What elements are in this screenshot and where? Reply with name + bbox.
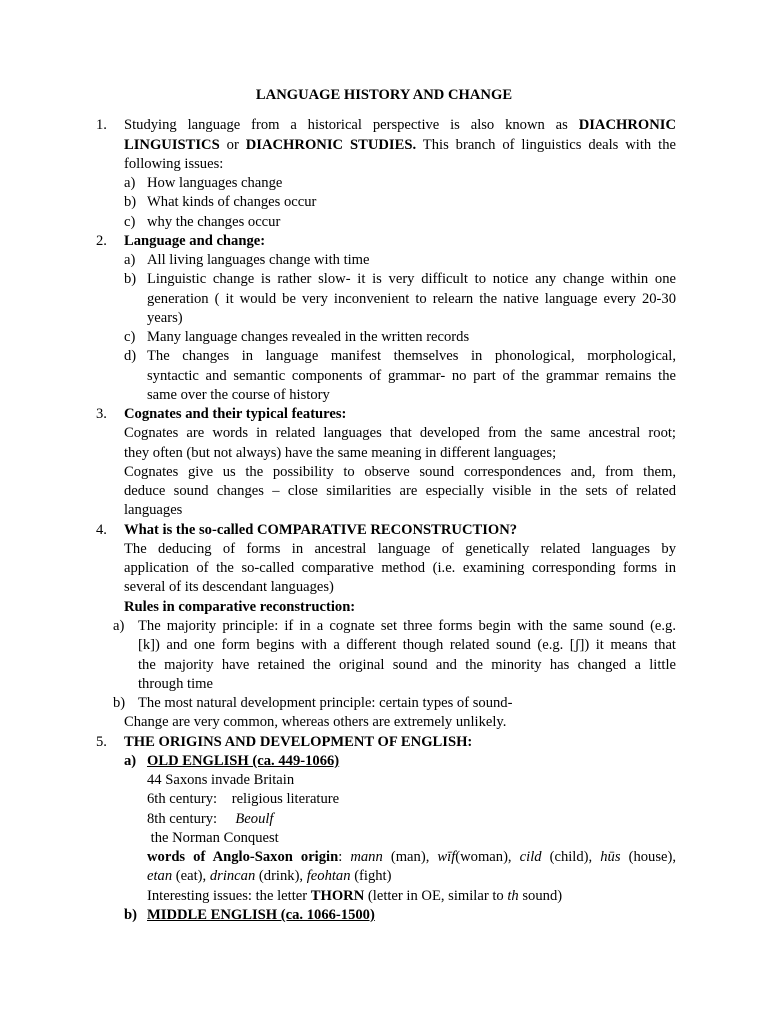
list-item-text: Many language changes revealed in the written records xyxy=(147,329,470,345)
paragraph-line: languages xyxy=(124,502,183,518)
list-item-text: The most natural development principle: certain types of sound- xyxy=(138,695,513,711)
paragraph-line: application of the so-called comparative method (i.e. examining corresponding forms in xyxy=(124,560,676,576)
list-item-text: why the changes occur xyxy=(147,214,281,230)
list-marker: c) xyxy=(124,329,136,345)
list-marker: c) xyxy=(124,214,136,230)
section-heading: Cognates and their typical features: xyxy=(124,406,347,422)
list-marker: b) xyxy=(124,194,137,210)
section-number: 4. xyxy=(96,522,107,538)
list-item-text: [k]) and one form begins with a different though related sound (e.g. [ʃ]) it means that xyxy=(138,637,676,653)
paragraph-line: Interesting issues: the letter THORN (letter in OE, similar to th sound) xyxy=(147,888,563,904)
list-marker: b) xyxy=(124,271,137,287)
subheading: Rules in comparative reconstruction: xyxy=(124,599,356,615)
paragraph-line: following issues: xyxy=(124,156,224,172)
list-item-text: The majority principle: if in a cognate set three forms begin with the same sound (e.g. xyxy=(138,618,676,634)
paragraph-line: deduce sound changes – close similarities are especially visible in the sets of related xyxy=(124,483,676,499)
list-item-text: same over the course of history xyxy=(147,387,330,403)
period-heading: OLD ENGLISH (ca. 449-1066) xyxy=(147,753,340,769)
paragraph-line: Cognates are words in related languages that developed from the same ancestral root; xyxy=(124,425,676,441)
list-marker: a) xyxy=(124,252,136,268)
list-item-text: All living languages change with time xyxy=(147,252,370,268)
section-number: 2. xyxy=(96,233,107,249)
list-marker: a) xyxy=(113,618,125,634)
list-item-text: The changes in language manifest themselves in phonological, morphological, xyxy=(147,348,676,364)
paragraph-line: Studying language from a historical perspective is also known as DIACHRONIC xyxy=(124,117,676,133)
paragraph-line: the Norman Conquest xyxy=(150,830,279,846)
section-heading: Language and change: xyxy=(124,233,266,249)
list-item-text: years) xyxy=(147,310,183,326)
paragraph-line: etan (eat), drincan (drink), feohtan (fight) xyxy=(147,868,392,884)
paragraph-line: 6th century: religious literature xyxy=(147,791,340,807)
list-item-text: How languages change xyxy=(147,175,283,191)
section-number: 3. xyxy=(96,406,107,422)
paragraph-line: Cognates give us the possibility to observe sound correspondences and, from them, xyxy=(124,464,676,480)
paragraph-line: words of Anglo-Saxon origin: mann (man), wīf(woman), cild (child), hūs (house), xyxy=(147,849,676,865)
list-item-text: the majority have retained the original sound and the minority has changed a little xyxy=(138,657,676,673)
list-item-text: syntactic and semantic components of grammar- no part of the grammar remains the xyxy=(147,368,676,384)
list-marker: d) xyxy=(124,348,137,364)
section-number: 5. xyxy=(96,734,107,750)
paragraph-line: The deducing of forms in ancestral language of genetically related languages by xyxy=(124,541,676,557)
section-number: 1. xyxy=(96,117,107,133)
list-item-text: What kinds of changes occur xyxy=(147,194,317,210)
page-title: LANGUAGE HISTORY AND CHANGE xyxy=(255,87,513,103)
period-heading: MIDDLE ENGLISH (ca. 1066-1500) xyxy=(147,907,375,923)
list-item-text: Linguistic change is rather slow- it is very difficult to notice any change within one xyxy=(147,271,676,287)
paragraph-line: Change are very common, whereas others are extremely unlikely. xyxy=(124,714,507,730)
list-marker: a) xyxy=(124,753,137,769)
section-heading: What is the so-called COMPARATIVE RECONSTRUCTION? xyxy=(124,522,518,538)
paragraph-line: 44 Saxons invade Britain xyxy=(147,772,295,788)
paragraph-line: 8th century: Beoulf xyxy=(147,811,274,827)
paragraph-line: LINGUISTICS or DIACHRONIC STUDIES. This branch of linguistics deals with the xyxy=(124,137,676,153)
list-marker: b) xyxy=(124,907,137,923)
list-item-text: generation ( it would be very inconvenient to relearn the native language every 20-30 xyxy=(147,291,676,307)
list-item-text: through time xyxy=(138,676,213,692)
list-marker: a) xyxy=(124,175,136,191)
list-marker: b) xyxy=(113,695,126,711)
section-heading: THE ORIGINS AND DEVELOPMENT OF ENGLISH: xyxy=(124,734,473,750)
paragraph-line: several of its descendant languages) xyxy=(124,579,334,595)
paragraph-line: they often (but not always) have the same meaning in different languages; xyxy=(124,445,557,461)
